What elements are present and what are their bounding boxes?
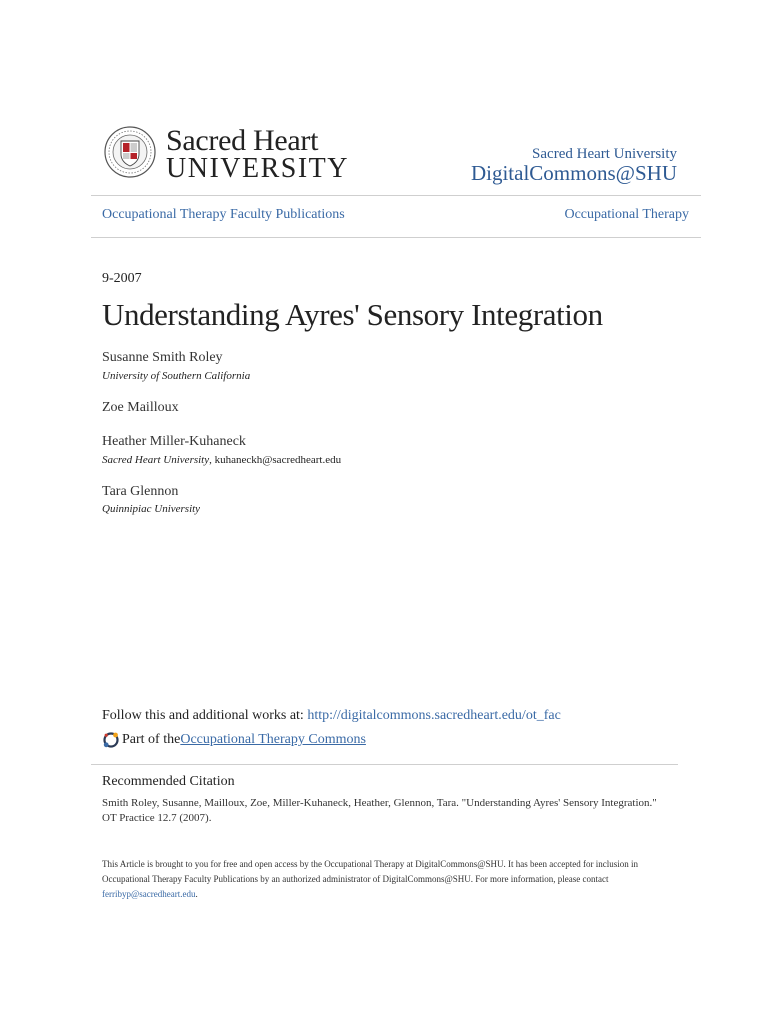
citation-heading: Recommended Citation xyxy=(102,774,235,789)
part-of-prefix: Part of the xyxy=(122,732,181,747)
author-affiliation xyxy=(102,370,250,382)
publication-date: 9-2007 xyxy=(102,271,142,286)
author-name: Susanne Smith Roley xyxy=(102,350,223,365)
contact-email-link[interactable]: ferribyp@sacredheart.edu xyxy=(102,889,196,899)
repository-name[interactable]: DigitalCommons@SHU xyxy=(470,161,677,185)
author-name: Heather Miller-Kuhaneck xyxy=(102,434,246,449)
author-affiliation xyxy=(102,454,341,466)
department-link[interactable]: Occupational Therapy xyxy=(564,207,689,222)
part-of-line xyxy=(102,731,366,749)
author-affiliation xyxy=(102,503,200,515)
access-notice-text: This Article is brought to you for free and open access by the Occupational Therapy at DigitalCommons@SHU. It has been accepted for inclusion in Occupational Therapy Faculty Publications by an authorized administrator of DigitalCommons@SHU. For more information, please contact xyxy=(102,859,638,884)
citation-text: Smith Roley, Susanne, Mailloux, Zoe, Miller-Kuhaneck, Heather, Glennon, Tara. "Understanding Ayres' Sensory Integration." OT Practice 12.7 (2007). xyxy=(102,797,657,824)
repository-institution[interactable]: Sacred Heart University xyxy=(532,146,677,162)
follow-prefix: Follow this and additional works at: xyxy=(102,708,308,723)
access-notice xyxy=(102,857,662,902)
author-name: Tara Glennon xyxy=(102,484,179,499)
affiliation-text: Quinnipiac University xyxy=(102,503,201,515)
divider xyxy=(91,195,701,196)
bepress-commons-network-icon xyxy=(102,731,120,749)
divider xyxy=(91,237,701,238)
collection-url-link[interactable]: http://digitalcommons.sacredheart.edu/ot_fac xyxy=(307,708,561,723)
university-name-line2: UNIVERSITY xyxy=(166,153,349,184)
page-title: Understanding Ayres' Sensory Integration xyxy=(102,297,603,332)
divider xyxy=(91,764,678,765)
affiliation-text: Sacred Heart University xyxy=(102,454,210,466)
university-seal-icon xyxy=(104,126,156,178)
affiliation-text: University of Southern California xyxy=(102,370,251,382)
author-email: , kuhaneckh@sacredheart.edu xyxy=(209,454,342,466)
follow-line xyxy=(102,708,561,724)
author-name: Zoe Mailloux xyxy=(102,400,179,415)
commons-link[interactable]: Occupational Therapy Commons xyxy=(180,732,366,747)
collection-link[interactable]: Occupational Therapy Faculty Publications xyxy=(102,207,345,222)
university-name-line1: Sacred Heart xyxy=(166,124,319,157)
access-notice-end: . xyxy=(195,889,198,899)
